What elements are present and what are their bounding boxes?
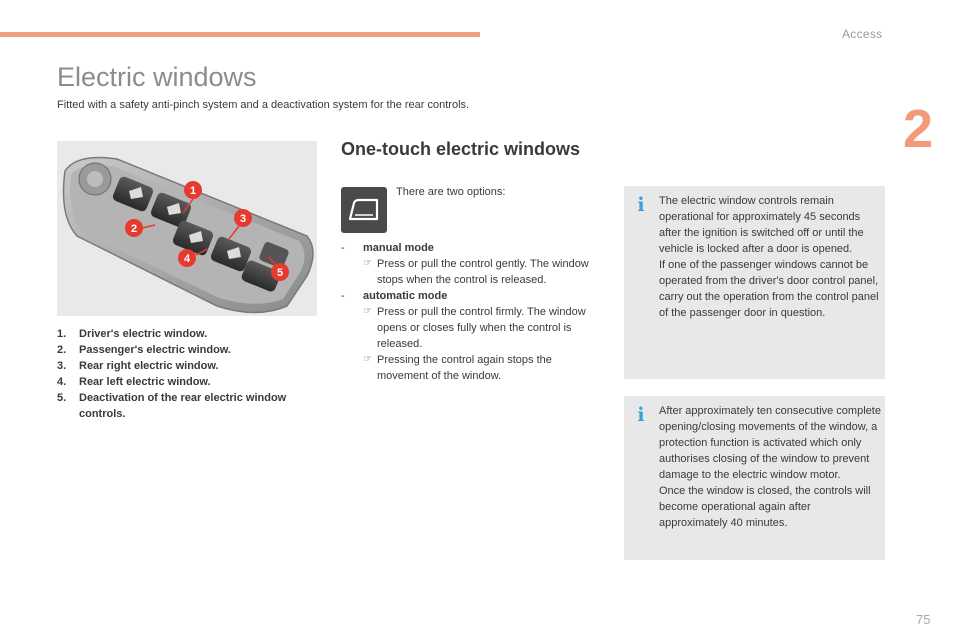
instruction-text: Pressing the control again stops the movement of the window. — [377, 354, 552, 382]
callout-4: 4 — [183, 253, 191, 265]
callout-5: 5 — [276, 267, 284, 279]
pointing-hand-icon: ☞ — [363, 306, 372, 317]
page-title: Electric windows — [57, 62, 257, 92]
page-number: 75 — [916, 612, 931, 627]
control-legend — [57, 326, 327, 422]
pointing-hand-icon: ☞ — [363, 258, 372, 269]
legend-number: 5. — [57, 392, 67, 404]
instruction-item — [341, 256, 601, 288]
mode-manual — [341, 240, 601, 256]
instruction-item — [341, 304, 601, 352]
info-paragraph: The electric window controls remain operational for approximately 45 seconds after the ignition is switched off or until the vehicle is locked after a door is opened. — [659, 195, 864, 255]
info-paragraph: After approximately ten consecutive complete opening/closing movements of the window, a protection function is activated which only authorises closing of the window to prevent damage to the electric window motor. — [659, 405, 881, 481]
legend-number: 2. — [57, 344, 67, 356]
legend-number: 4. — [57, 376, 67, 388]
window-control-icon — [341, 187, 387, 233]
mode-list — [341, 240, 601, 384]
window-switch-panel-illustration — [57, 141, 317, 316]
info-box-protection — [624, 396, 885, 560]
one-touch-heading: One-touch electric windows — [341, 139, 581, 159]
info-text — [659, 403, 881, 531]
legend-text: Rear left electric window. — [79, 376, 211, 388]
list-dash: - — [341, 290, 345, 302]
callout-1: 1 — [189, 185, 197, 197]
mode-name-automatic: automatic mode — [363, 290, 448, 302]
callout-3: 3 — [239, 213, 247, 225]
legend-text: Passenger's electric window. — [79, 344, 231, 356]
mode-name-manual: manual mode — [363, 242, 434, 254]
legend-text: Deactivation of the rear electric window controls. — [79, 392, 287, 420]
legend-text: Driver's electric window. — [79, 328, 208, 340]
legend-item — [57, 326, 327, 342]
chapter-number: 2 — [903, 99, 934, 159]
info-text — [659, 193, 881, 321]
window-controls-photo — [57, 141, 317, 316]
info-paragraph: Once the window is closed, the controls will become operational again after approximately 40 minutes. — [659, 485, 871, 529]
options-intro: There are two options: — [396, 186, 506, 198]
legend-number: 1. — [57, 328, 67, 340]
info-box-timeout — [624, 186, 885, 379]
legend-number: 3. — [57, 360, 67, 372]
legend-item — [57, 358, 327, 374]
callout-2: 2 — [130, 223, 138, 235]
pointing-hand-icon: ☞ — [363, 354, 372, 365]
legend-item — [57, 342, 327, 358]
instruction-text: Press or pull the control firmly. The window opens or closes fully when the control is released. — [377, 306, 586, 350]
legend-item — [57, 374, 327, 390]
list-dash: - — [341, 242, 345, 254]
info-icon: i — [637, 404, 645, 426]
info-icon: i — [637, 194, 645, 216]
header-accent-bar — [0, 32, 480, 37]
instruction-text: Press or pull the control gently. The window stops when the control is released. — [377, 258, 589, 286]
legend-item — [57, 390, 327, 422]
mode-automatic — [341, 288, 601, 304]
section-label: Access — [842, 27, 883, 41]
legend-text: Rear right electric window. — [79, 360, 219, 372]
instruction-item — [341, 352, 601, 384]
page-subtitle: Fitted with a safety anti-pinch system and a deactivation system for the rear controls. — [57, 99, 470, 111]
info-paragraph: If one of the passenger windows cannot be operated from the driver's door control panel, carry out the operation from the control panel of the passenger door in question. — [659, 259, 879, 319]
